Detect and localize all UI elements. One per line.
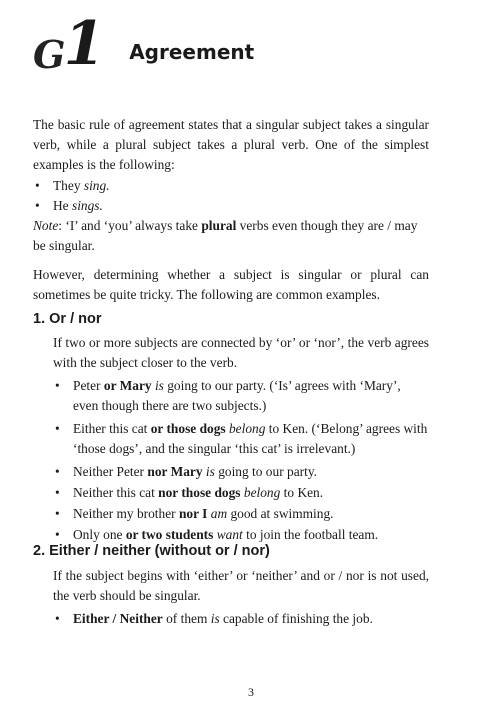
section-2-intro: If the subject begins with ‘either’ or ‘neither’ and or / nor is not used, the verb should be singular. xyxy=(53,568,429,603)
section-1-heading: 1. Or / nor xyxy=(33,311,102,327)
section-1-body xyxy=(53,333,429,545)
chapter-title: Agreement xyxy=(129,40,255,64)
page-number: 3 xyxy=(248,685,254,699)
chapter-header xyxy=(33,9,255,79)
section-1-example: • Peter or Mary is going to our party. (‘Is’ agrees with ‘Mary’, even though there are two subjects.) xyxy=(53,376,429,416)
intro-however: However, determining whether a subject is singular or plural can sometimes be quite tricky. The following are common examples. xyxy=(33,267,429,302)
section-1-example: • Neither this cat nor those dogs belong to Ken. xyxy=(53,483,429,503)
intro-note: Note: ‘I’ and ‘you’ always take plural verbs even though they are / may be singular. xyxy=(33,218,418,253)
intro-examples xyxy=(33,176,429,216)
intro-section xyxy=(33,115,429,305)
section-2-examples xyxy=(53,609,429,629)
section-1-intro: If two or more subjects are connected by ‘or’ or ‘nor’, the verb agrees with the subject closer to the verb. xyxy=(53,335,429,370)
section-2-body xyxy=(53,566,429,629)
section-1-example: • Either this cat or those dogs belong to Ken. (‘Belong’ agrees with ‘those dogs’, and the singular ‘this cat’ is irrelevant.) xyxy=(53,419,429,459)
section-1-example: • Only one or two students want to join the football team. xyxy=(53,525,429,545)
chapter-number: 1 xyxy=(63,9,106,79)
chapter-letter: G xyxy=(33,32,65,77)
intro-rule: The basic rule of agreement states that a singular subject takes a singular verb, while a plural subject takes a plural verb. One of the simplest examples is the following: xyxy=(33,117,429,172)
intro-example: • They sing. xyxy=(33,176,429,196)
section-1-examples xyxy=(53,376,429,545)
section-1-example: • Neither my brother nor I am good at swimming. xyxy=(53,504,429,524)
intro-example: • He sings. xyxy=(33,196,429,216)
section-1-example: • Neither Peter nor Mary is going to our party. xyxy=(53,462,429,482)
section-2-heading: 2. Either / neither (without or / nor) xyxy=(33,543,270,559)
section-2-example: • Either / Neither of them is capable of finishing the job. xyxy=(53,609,429,629)
